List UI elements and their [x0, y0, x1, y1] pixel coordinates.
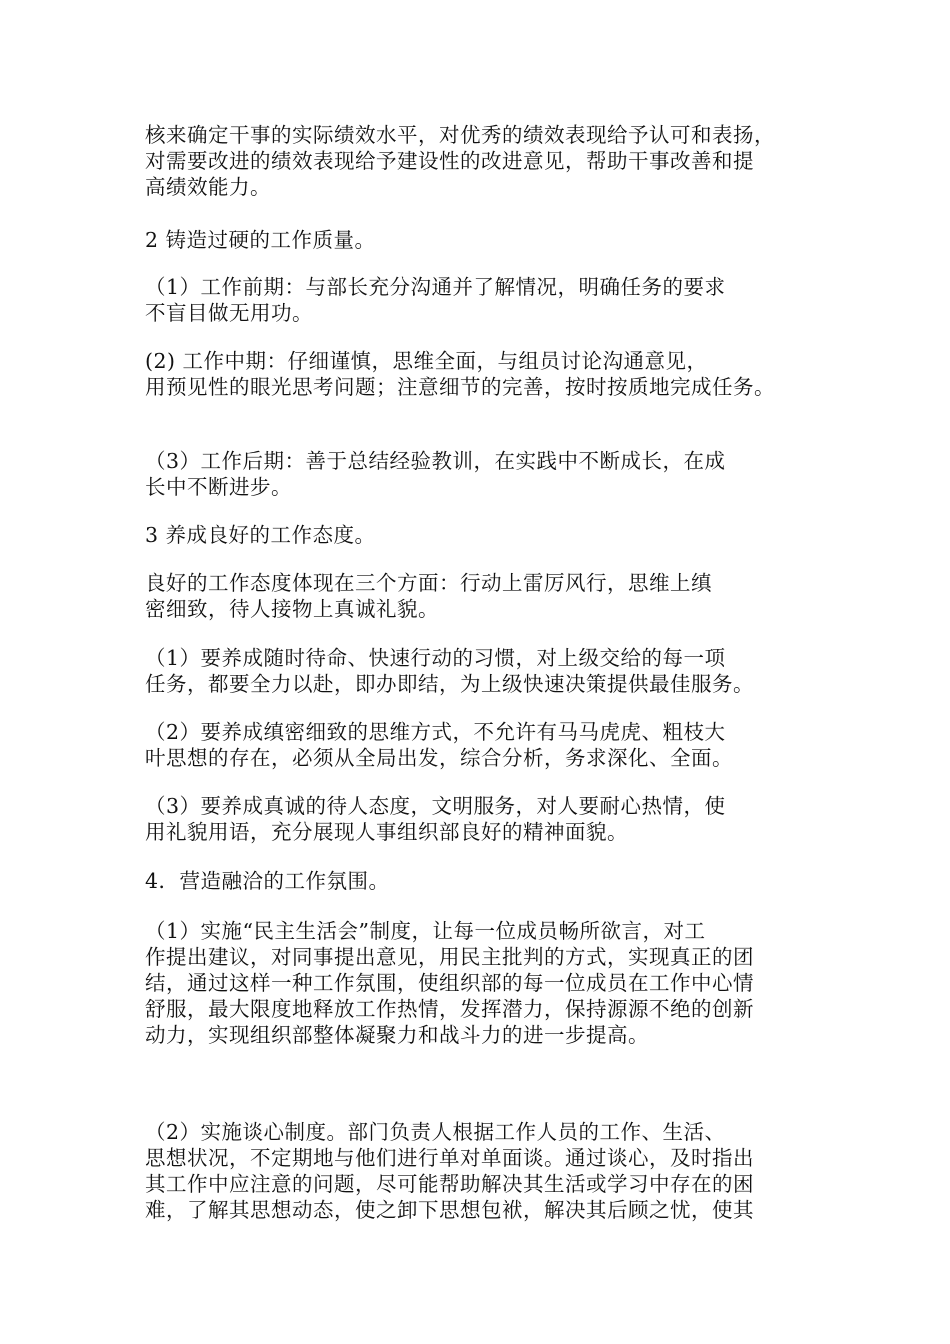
text-line: （1）实施“民主生活会”制度，让每一位成员畅所欲言，对工 [145, 919, 706, 943]
text-line: 密细致，待人接物上真诚礼貌。 [145, 597, 439, 621]
text-line: 4．营造融洽的工作氛围。 [145, 869, 390, 893]
text-line: 用预见性的眼光思考问题；注意细节的完善，按时按质地完成任务。 [145, 375, 775, 399]
text-line: 动力，实现组织部整体凝聚力和战斗力的进一步提高。 [145, 1023, 649, 1047]
heading-work-attitude [145, 522, 825, 548]
text-line: 3 养成良好的工作态度。 [145, 523, 376, 547]
text-line: 难，了解其思想动态，使之卸下思想包袱，解决其后顾之忧，使其 [145, 1198, 754, 1222]
paragraph-work-early-stage [145, 274, 825, 326]
text-line: （1）要养成随时待命、快速行动的习惯，对上级交给的每一项 [145, 646, 726, 670]
paragraph-attitude-point-1 [145, 645, 825, 697]
paragraph-performance-evaluation [145, 122, 825, 200]
text-line: 长中不断进步。 [145, 475, 292, 499]
text-line: 对需要改进的绩效表现给予建设性的改进意见，帮助干事改善和提 [145, 149, 754, 173]
text-line: 核来确定干事的实际绩效水平，对优秀的绩效表现给予认可和表扬， [145, 123, 775, 147]
text-line: （3）工作后期：善于总结经验教训，在实践中不断成长，在成 [145, 449, 726, 473]
text-line: （1）工作前期：与部长充分沟通并了解情况，明确任务的要求 [145, 275, 726, 299]
heading-work-atmosphere [145, 868, 825, 894]
paragraph-work-late-stage [145, 448, 825, 500]
text-line: (2) 工作中期：仔细谨慎，思维全面，与组员讨论沟通意见， [145, 349, 708, 373]
paragraph-democratic-meeting [145, 918, 825, 1048]
text-line: （3）要养成真诚的待人态度，文明服务，对人要耐心热情，使 [145, 794, 726, 818]
text-line: 作提出建议，对同事提出意见，用民主批判的方式，实现真正的团 [145, 945, 754, 969]
paragraph-heart-to-heart-talk [145, 1119, 825, 1223]
text-line: （2）要养成缜密细致的思维方式，不允许有马马虎虎、粗枝大 [145, 720, 726, 744]
text-line: 不盲目做无用功。 [145, 301, 313, 325]
paragraph-attitude-point-2 [145, 719, 825, 771]
text-line: 叶思想的存在，必须从全局出发，综合分析，务求深化、全面。 [145, 746, 733, 770]
paragraph-work-middle-stage [145, 348, 825, 400]
paragraph-attitude-overview [145, 570, 825, 622]
text-line: 用礼貌用语，充分展现人事组织部良好的精神面貌。 [145, 820, 628, 844]
text-line: 良好的工作态度体现在三个方面：行动上雷厉风行，思维上缜 [145, 571, 712, 595]
text-line: 思想状况，不定期地与他们进行单对单面谈。通过谈心，及时指出 [145, 1146, 754, 1170]
text-line: 2 铸造过硬的工作质量。 [145, 228, 376, 252]
text-line: （2）实施谈心制度。部门负责人根据工作人员的工作、生活、 [145, 1120, 726, 1144]
text-line: 高绩效能力。 [145, 175, 271, 199]
text-line: 任务，都要全力以赴，即办即结，为上级快速决策提供最佳服务。 [145, 672, 754, 696]
paragraph-attitude-point-3 [145, 793, 825, 845]
heading-work-quality [145, 227, 825, 253]
text-line: 结，通过这样一种工作氛围，使组织部的每一位成员在工作中心情 [145, 971, 754, 995]
text-line: 其工作中应注意的问题，尽可能帮助解决其生活或学习中存在的困 [145, 1172, 754, 1196]
text-line: 舒服，最大限度地释放工作热情，发挥潜力，保持源源不绝的创新 [145, 997, 754, 1021]
